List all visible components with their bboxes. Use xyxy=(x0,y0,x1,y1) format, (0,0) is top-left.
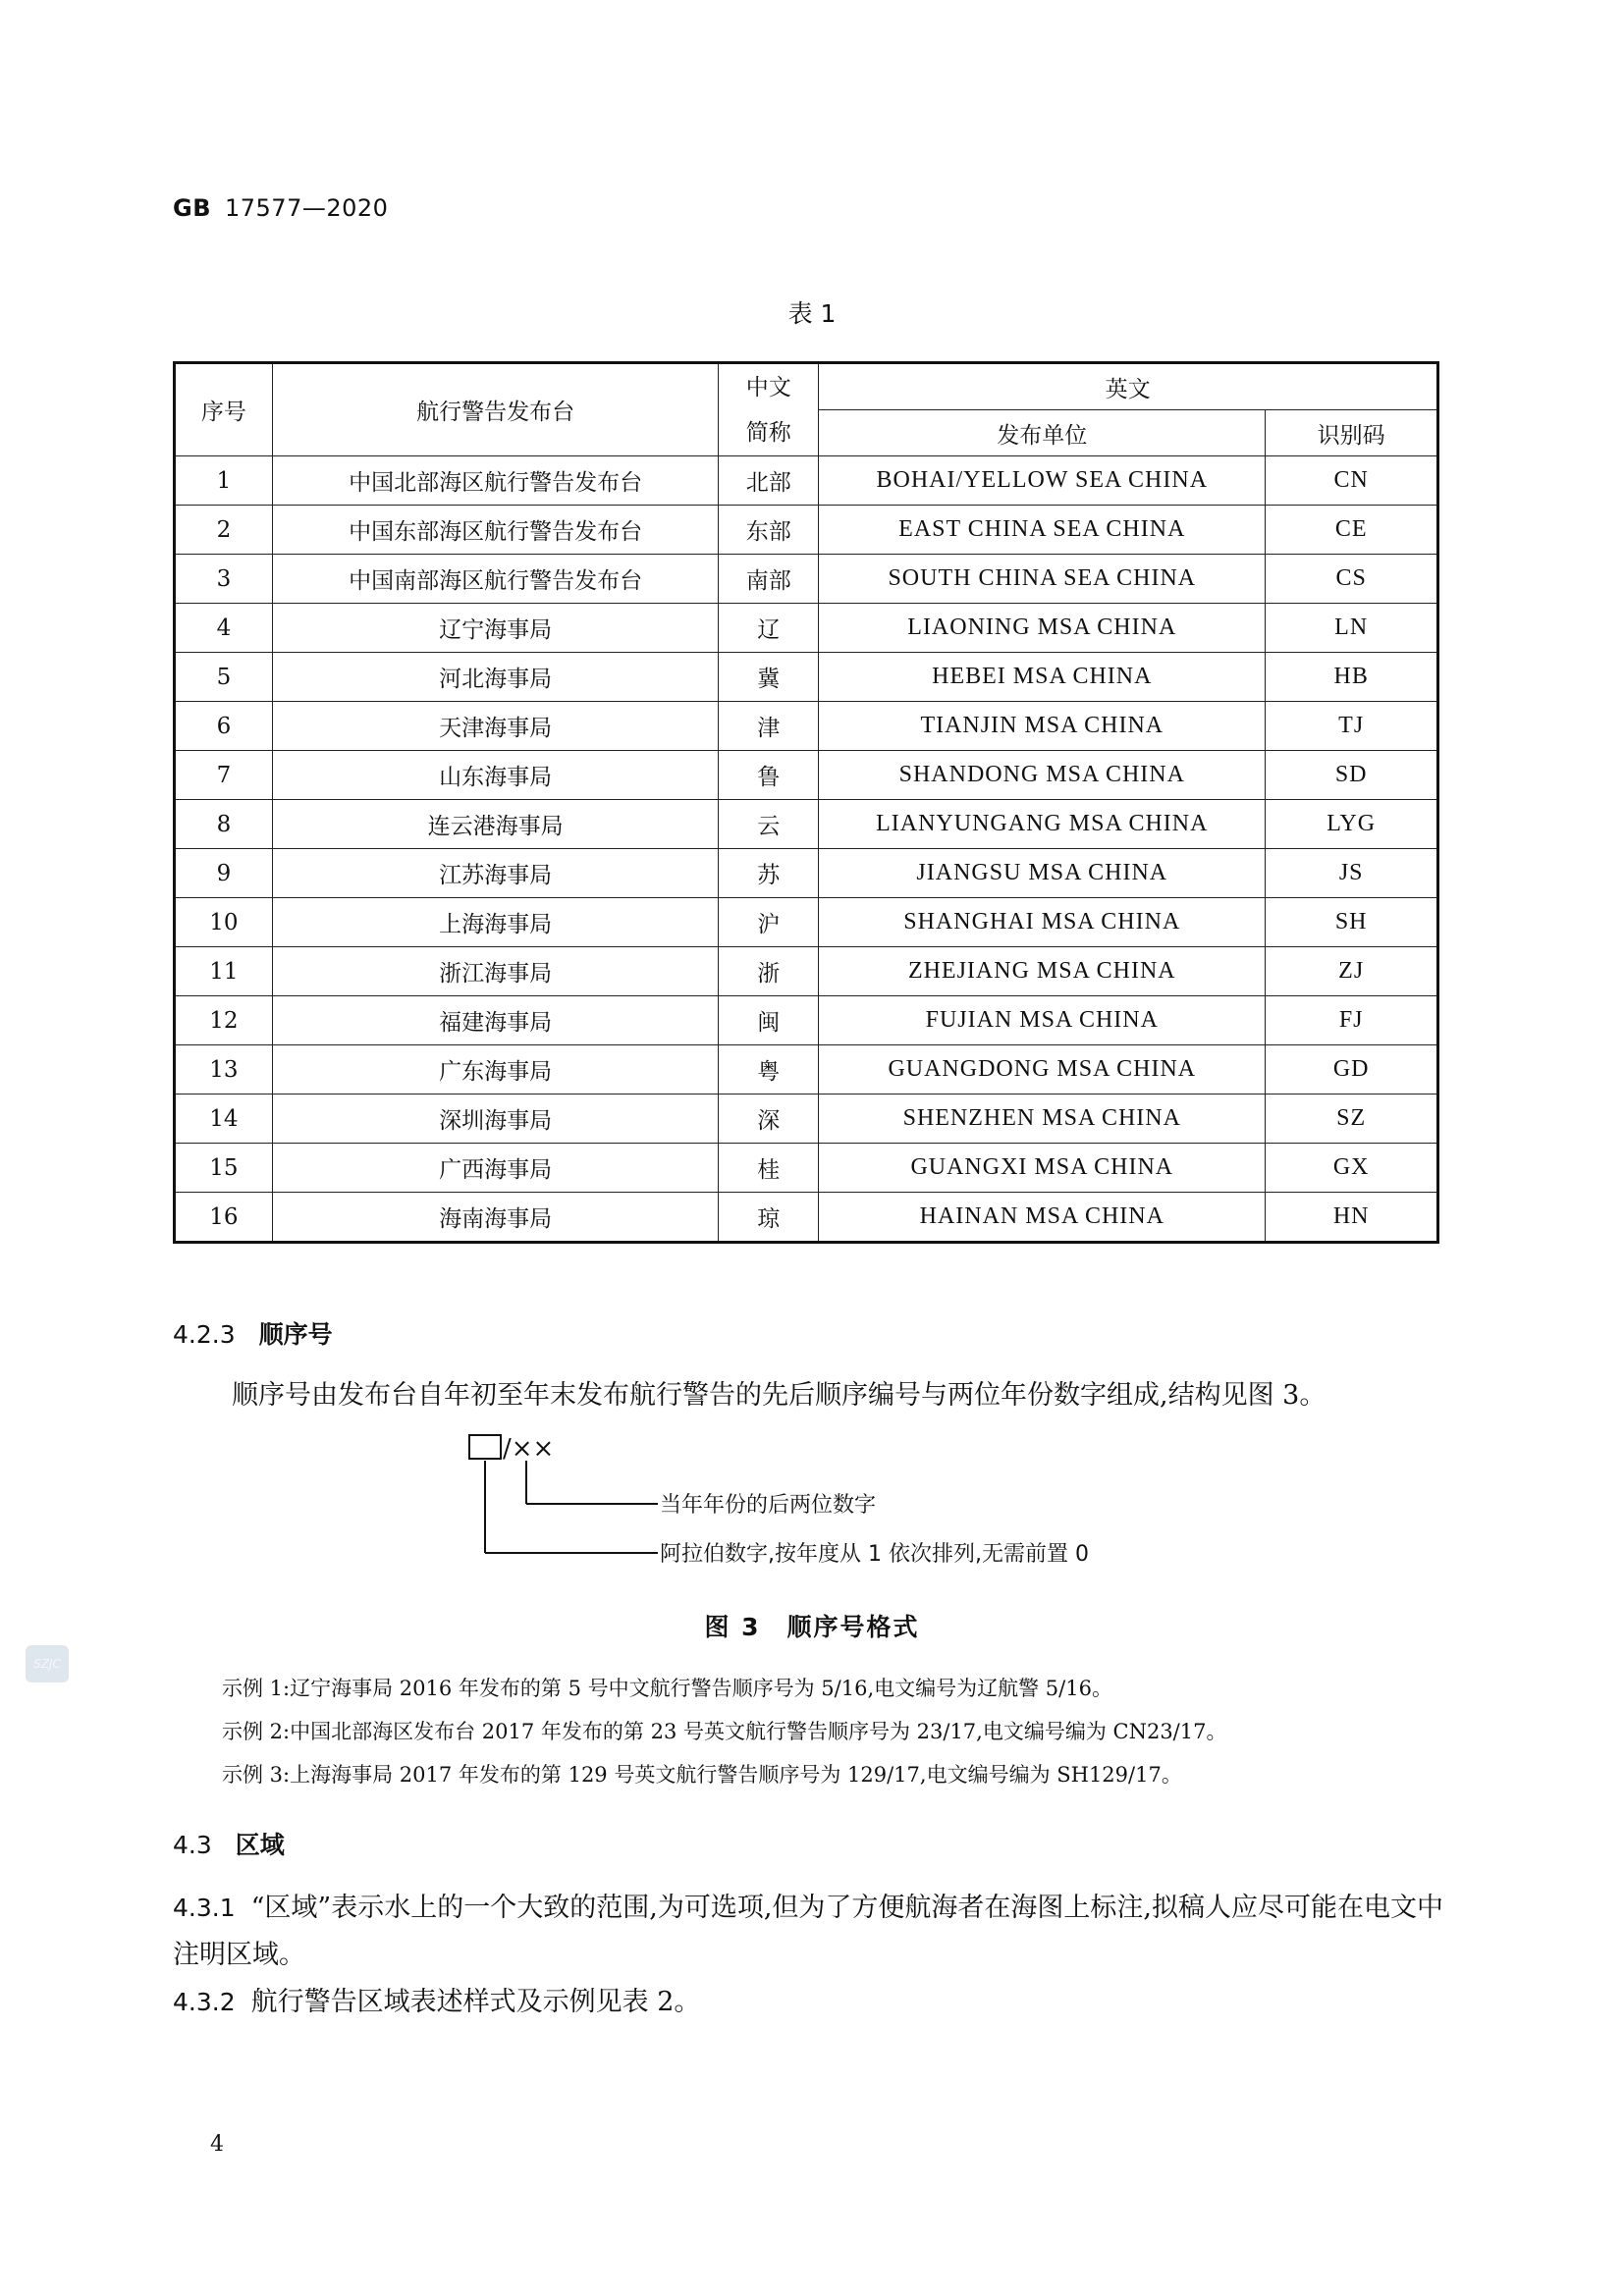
cell-issuer-en: TIANJIN MSA CHINA xyxy=(819,702,1266,751)
cell-station: 广东海事局 xyxy=(272,1045,719,1095)
cell-issuer-en: GUANGDONG MSA CHINA xyxy=(819,1045,1266,1095)
cell-station: 浙江海事局 xyxy=(272,947,719,996)
section-4-2-3-heading xyxy=(173,1315,333,1351)
section-number: 4.3.2 xyxy=(173,1988,236,2016)
cell-seq: 1 xyxy=(175,456,273,506)
cell-code: LN xyxy=(1266,604,1438,653)
cell-seq: 15 xyxy=(175,1144,273,1193)
cell-cn-abbr: 东部 xyxy=(719,506,819,555)
cell-issuer-en: GUANGXI MSA CHINA xyxy=(819,1144,1266,1193)
cell-station: 上海海事局 xyxy=(272,898,719,947)
table-row xyxy=(175,898,1438,947)
cell-cn-abbr: 冀 xyxy=(719,653,819,702)
cell-cn-abbr: 粤 xyxy=(719,1045,819,1095)
cell-cn-abbr: 津 xyxy=(719,702,819,751)
cell-code: SZ xyxy=(1266,1095,1438,1144)
cell-station: 广西海事局 xyxy=(272,1144,719,1193)
cell-issuer-en: SHENZHEN MSA CHINA xyxy=(819,1095,1266,1144)
table-row xyxy=(175,996,1438,1045)
table-row xyxy=(175,1193,1438,1243)
section-number: 4.3 xyxy=(173,1831,212,1859)
cell-code: GX xyxy=(1266,1144,1438,1193)
cell-seq: 14 xyxy=(175,1095,273,1144)
cell-code: FJ xyxy=(1266,996,1438,1045)
standard-number: 17577—2020 xyxy=(225,194,389,222)
cell-issuer-en: SHANGHAI MSA CHINA xyxy=(819,898,1266,947)
table-row xyxy=(175,702,1438,751)
page-number: 4 xyxy=(210,2132,224,2157)
header-english: 英文 xyxy=(819,363,1438,410)
label-year: 当年年份的后两位数字 xyxy=(660,1493,877,1518)
cell-seq: 2 xyxy=(175,506,273,555)
figure-3-diagram xyxy=(465,1429,1172,1576)
cell-seq: 8 xyxy=(175,800,273,849)
label-seq: 阿拉伯数字,按年度从 1 依次排列,无需前置 0 xyxy=(660,1542,1089,1567)
section-4-3-heading xyxy=(173,1826,285,1861)
cell-station: 中国东部海区航行警告发布台 xyxy=(272,506,719,555)
number-box xyxy=(469,1435,501,1459)
cell-station: 中国北部海区航行警告发布台 xyxy=(272,456,719,506)
cell-cn-abbr: 苏 xyxy=(719,849,819,898)
cell-issuer-en: BOHAI/YELLOW SEA CHINA xyxy=(819,456,1266,506)
example-3: 示例 3:上海海事局 2017 年发布的第 129 号英文航行警告顺序号为 129/17,电文编号编为 SH129/17。 xyxy=(222,1763,1182,1787)
cell-issuer-en: ZHEJIANG MSA CHINA xyxy=(819,947,1266,996)
section-number: 4.2.3 xyxy=(173,1320,236,1349)
section-4-3-2 xyxy=(173,1979,1444,2026)
cell-cn-abbr: 鲁 xyxy=(719,751,819,800)
cell-code: HB xyxy=(1266,653,1438,702)
cell-code: GD xyxy=(1266,1045,1438,1095)
section-4-3-1 xyxy=(173,1885,1444,1979)
cell-code: TJ xyxy=(1266,702,1438,751)
example-2: 示例 2:中国北部海区发布台 2017 年发布的第 23 号英文航行警告顺序号为 23/17,电文编号编为 CN23/17。 xyxy=(222,1720,1227,1743)
cell-cn-abbr: 桂 xyxy=(719,1144,819,1193)
cell-cn-abbr: 闽 xyxy=(719,996,819,1045)
table-row xyxy=(175,849,1438,898)
table-row xyxy=(175,1045,1438,1095)
header-cn-abbr: 中文简称 xyxy=(719,363,819,456)
cell-code: CE xyxy=(1266,506,1438,555)
section-number: 4.3.1 xyxy=(173,1894,236,1922)
cell-seq: 9 xyxy=(175,849,273,898)
cell-code: CS xyxy=(1266,555,1438,604)
section-text: 航行警告区域表述样式及示例见表 2。 xyxy=(250,1987,701,2017)
table-row xyxy=(175,506,1438,555)
cell-issuer-en: FUJIAN MSA CHINA xyxy=(819,996,1266,1045)
cell-issuer-en: SHANDONG MSA CHINA xyxy=(819,751,1266,800)
cell-station: 连云港海事局 xyxy=(272,800,719,849)
cell-seq: 6 xyxy=(175,702,273,751)
cell-seq: 11 xyxy=(175,947,273,996)
table-row xyxy=(175,1144,1438,1193)
cell-code: ZJ xyxy=(1266,947,1438,996)
cell-issuer-en: HAINAN MSA CHINA xyxy=(819,1193,1266,1243)
section-4-2-3-paragraph: 顺序号由发布台自年初至年末发布航行警告的先后顺序编号与两位年份数字组成,结构见图 3。 xyxy=(232,1380,1326,1411)
standard-prefix: GB xyxy=(173,194,211,222)
section-title: 顺序号 xyxy=(258,1320,333,1349)
cell-station: 辽宁海事局 xyxy=(272,604,719,653)
cell-station: 福建海事局 xyxy=(272,996,719,1045)
cell-code: CN xyxy=(1266,456,1438,506)
cell-seq: 10 xyxy=(175,898,273,947)
cell-station: 海南海事局 xyxy=(272,1193,719,1243)
cell-cn-abbr: 辽 xyxy=(719,604,819,653)
cell-cn-abbr: 北部 xyxy=(719,456,819,506)
table-row xyxy=(175,1095,1438,1144)
cell-code: JS xyxy=(1266,849,1438,898)
station-table xyxy=(173,361,1439,1244)
cell-cn-abbr: 深 xyxy=(719,1095,819,1144)
cell-issuer-en: EAST CHINA SEA CHINA xyxy=(819,506,1266,555)
format-suffix: /×× xyxy=(503,1434,555,1464)
cell-cn-abbr: 琼 xyxy=(719,1193,819,1243)
cell-code: HN xyxy=(1266,1193,1438,1243)
header-station: 航行警告发布台 xyxy=(272,363,719,456)
cell-seq: 3 xyxy=(175,555,273,604)
table-row xyxy=(175,947,1438,996)
header-issuer: 发布单位 xyxy=(819,410,1266,456)
cell-seq: 12 xyxy=(175,996,273,1045)
watermark-logo: SZJC xyxy=(26,1645,69,1682)
table-row xyxy=(175,751,1438,800)
table-row xyxy=(175,604,1438,653)
cell-station: 天津海事局 xyxy=(272,702,719,751)
section-title: 区域 xyxy=(235,1831,285,1859)
section-text: “区域”表示水上的一个大致的范围,为可选项,但为了方便航海者在海图上标注,拟稿人应尽可能在电文中注明区域。 xyxy=(173,1893,1443,1970)
cell-cn-abbr: 浙 xyxy=(719,947,819,996)
cell-cn-abbr: 沪 xyxy=(719,898,819,947)
cell-seq: 13 xyxy=(175,1045,273,1095)
table-title: 表 1 xyxy=(787,299,837,328)
header-code: 识别码 xyxy=(1266,410,1438,456)
cell-code: SD xyxy=(1266,751,1438,800)
cell-station: 山东海事局 xyxy=(272,751,719,800)
cell-issuer-en: JIANGSU MSA CHINA xyxy=(819,849,1266,898)
table-row xyxy=(175,555,1438,604)
cell-station: 中国南部海区航行警告发布台 xyxy=(272,555,719,604)
table-body xyxy=(175,456,1438,1243)
cell-code: SH xyxy=(1266,898,1438,947)
standard-identifier xyxy=(173,194,388,222)
cell-issuer-en: SOUTH CHINA SEA CHINA xyxy=(819,555,1266,604)
cell-seq: 4 xyxy=(175,604,273,653)
table-row xyxy=(175,456,1438,506)
cell-issuer-en: HEBEI MSA CHINA xyxy=(819,653,1266,702)
table-row xyxy=(175,653,1438,702)
cell-station: 河北海事局 xyxy=(272,653,719,702)
cell-cn-abbr: 云 xyxy=(719,800,819,849)
cell-seq: 16 xyxy=(175,1193,273,1243)
header-seq: 序号 xyxy=(175,363,273,456)
cell-seq: 5 xyxy=(175,653,273,702)
cell-seq: 7 xyxy=(175,751,273,800)
cell-issuer-en: LIANYUNGANG MSA CHINA xyxy=(819,800,1266,849)
figure-caption: 图 3 顺序号格式 xyxy=(704,1613,920,1641)
sequence-format-diagram xyxy=(465,1429,1172,1576)
example-1: 示例 1:辽宁海事局 2016 年发布的第 5 号中文航行警告顺序号为 5/16,电文编号为辽航警 5/16。 xyxy=(222,1677,1112,1700)
table-row xyxy=(175,800,1438,849)
cell-issuer-en: LIAONING MSA CHINA xyxy=(819,604,1266,653)
cell-station: 江苏海事局 xyxy=(272,849,719,898)
cell-code: LYG xyxy=(1266,800,1438,849)
cell-station: 深圳海事局 xyxy=(272,1095,719,1144)
cell-cn-abbr: 南部 xyxy=(719,555,819,604)
